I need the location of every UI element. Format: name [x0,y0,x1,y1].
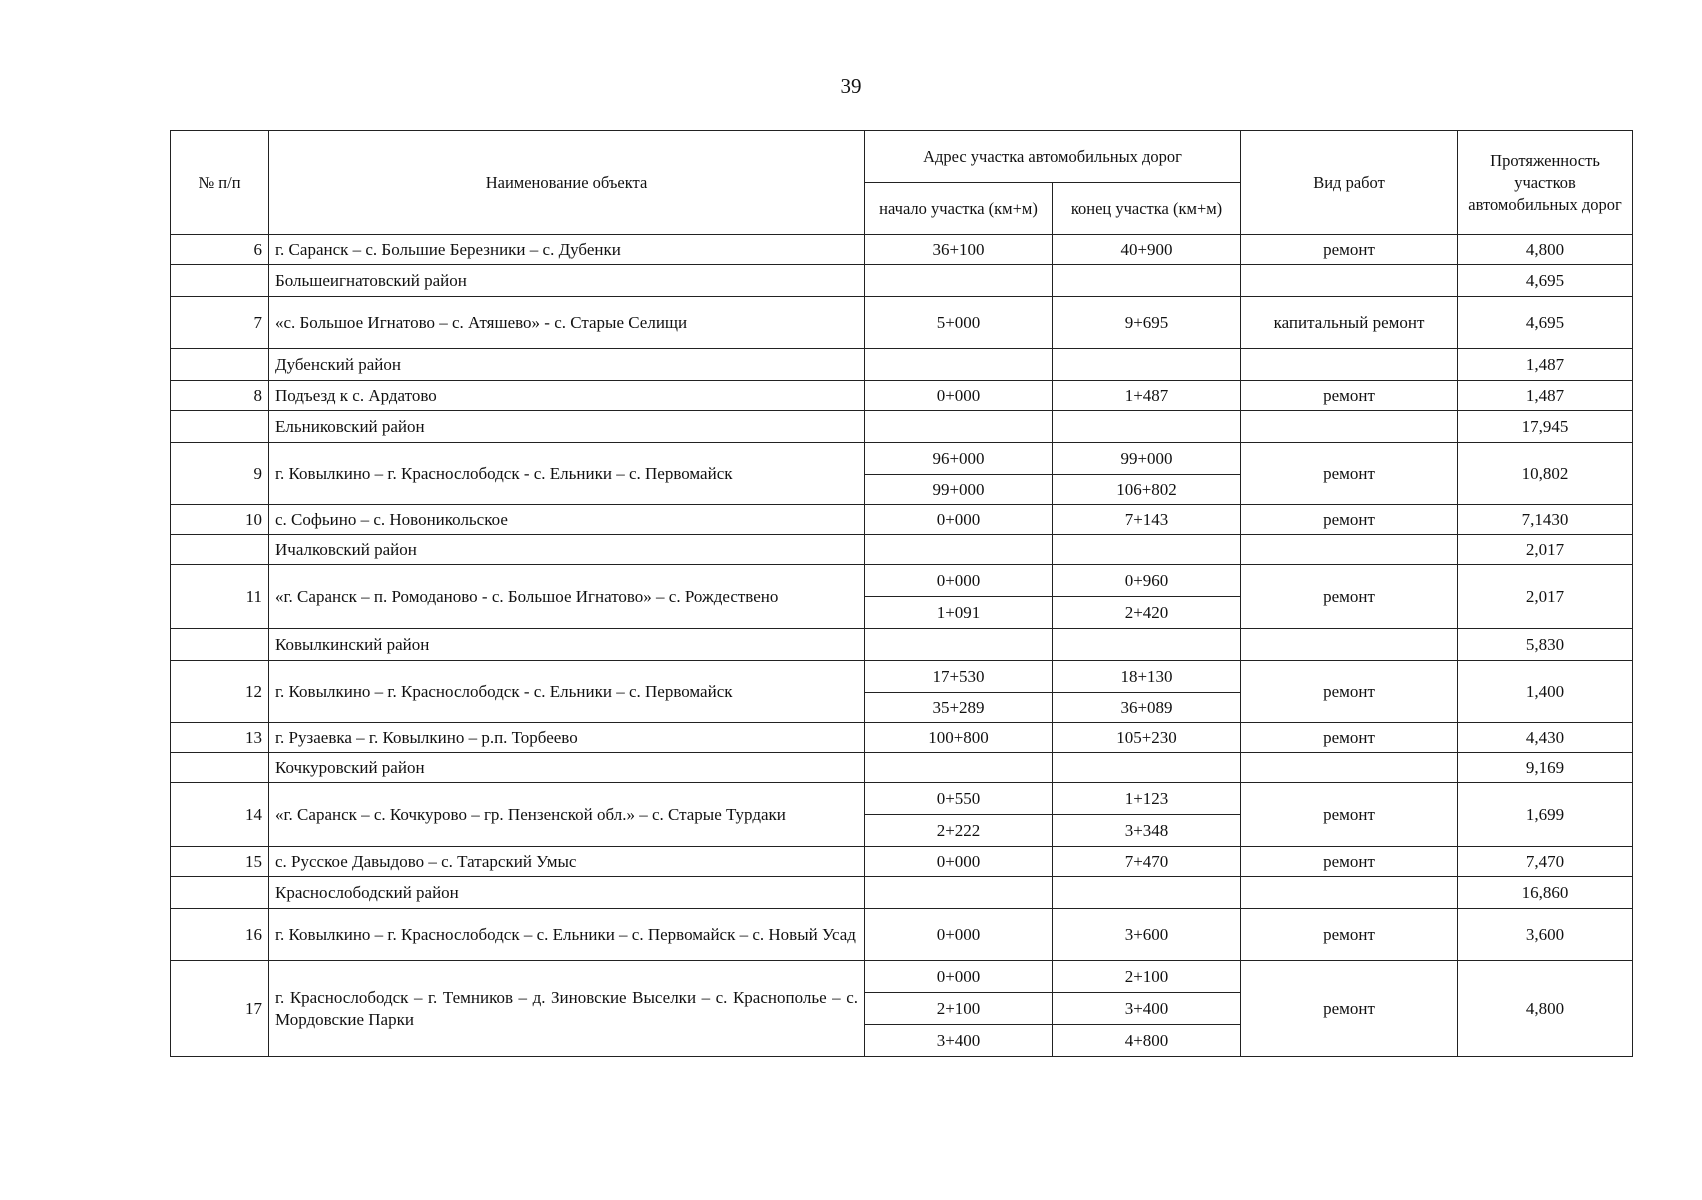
row-start: 36+100 [865,235,1053,265]
district-name: Ковылкинский район [269,629,865,661]
row-work: ремонт [1241,661,1458,723]
row-end: 3+600 [1053,909,1241,961]
district-row [171,629,1633,661]
district-total: 16,860 [1458,877,1633,909]
district-name: Ельниковский район [269,411,865,443]
row-name: с. Русское Давыдово – с. Татарский Умыс [269,847,865,877]
row-name: г. Рузаевка – г. Ковылкино – р.п. Торбеево [269,723,865,753]
row-length: 4,800 [1458,961,1633,1057]
row-end: 2+100 [1053,961,1241,993]
table-row [171,961,1633,993]
district-row [171,411,1633,443]
row-end: 1+123 [1053,783,1241,815]
row-end: 99+000 [1053,443,1241,475]
district-total: 17,945 [1458,411,1633,443]
row-start: 17+530 [865,661,1053,693]
table-row [171,783,1633,815]
row-work: ремонт [1241,235,1458,265]
table-row [171,297,1633,349]
row-name: «г. Саранск – с. Кочкурово – гр. Пензенской обл.» – с. Старые Турдаки [269,783,865,847]
district-name: Большеигнатовский район [269,265,865,297]
row-num: 11 [171,565,269,629]
header-work: Вид работ [1241,131,1458,235]
table-row [171,723,1633,753]
district-row [171,349,1633,381]
row-num: 14 [171,783,269,847]
district-name: Дубенский район [269,349,865,381]
header-name: Наименование объекта [269,131,865,235]
row-work: капитальный ремонт [1241,297,1458,349]
row-start: 96+000 [865,443,1053,475]
row-end: 7+470 [1053,847,1241,877]
row-work: ремонт [1241,961,1458,1057]
row-work: ремонт [1241,381,1458,411]
row-name: «с. Большое Игнатово – с. Атяшево» - с. Старые Селищи [269,297,865,349]
row-work: ремонт [1241,783,1458,847]
row-name: г. Краснослободск – г. Темников – д. Зиновские Выселки – с. Краснополье – с. Мордовские Парки [269,961,865,1057]
row-start: 5+000 [865,297,1053,349]
row-end: 3+348 [1053,815,1241,847]
row-end: 106+802 [1053,475,1241,505]
row-num: 15 [171,847,269,877]
table-row [171,661,1633,693]
row-start: 0+000 [865,847,1053,877]
district-total: 5,830 [1458,629,1633,661]
district-name: Ичалковский район [269,535,865,565]
row-end: 36+089 [1053,693,1241,723]
row-length: 1,487 [1458,381,1633,411]
row-end: 7+143 [1053,505,1241,535]
row-end: 4+800 [1053,1025,1241,1057]
row-work: ремонт [1241,443,1458,505]
row-length: 1,400 [1458,661,1633,723]
row-num: 17 [171,961,269,1057]
district-row [171,265,1633,297]
row-end: 105+230 [1053,723,1241,753]
row-name: с. Софьино – с. Новоникольское [269,505,865,535]
row-length: 4,430 [1458,723,1633,753]
row-work: ремонт [1241,723,1458,753]
row-end: 0+960 [1053,565,1241,597]
header-end: конец участка (км+м) [1053,183,1241,235]
row-name: г. Ковылкино – г. Краснослободск - с. Ельники – с. Первомайск [269,661,865,723]
row-num: 6 [171,235,269,265]
roads-table [170,130,1633,1057]
row-num: 12 [171,661,269,723]
header-num: № п/п [171,131,269,235]
row-end: 40+900 [1053,235,1241,265]
row-start: 0+000 [865,961,1053,993]
row-num: 13 [171,723,269,753]
row-length: 3,600 [1458,909,1633,961]
row-name: Подъезд к с. Ардатово [269,381,865,411]
row-end: 3+400 [1053,993,1241,1025]
page-number: 39 [840,74,862,98]
row-end: 18+130 [1053,661,1241,693]
district-name: Краснослободский район [269,877,865,909]
row-start: 0+000 [865,505,1053,535]
row-start: 99+000 [865,475,1053,505]
row-end: 9+695 [1053,297,1241,349]
table-row [171,235,1633,265]
row-name: г. Ковылкино – г. Краснослободск – с. Ельники – с. Первомайск – с. Новый Усад [269,909,865,961]
row-length: 10,802 [1458,443,1633,505]
header-row [171,131,1633,183]
district-total: 4,695 [1458,265,1633,297]
row-work: ремонт [1241,847,1458,877]
district-total: 9,169 [1458,753,1633,783]
district-total: 2,017 [1458,535,1633,565]
row-length: 4,800 [1458,235,1633,265]
district-row [171,877,1633,909]
row-work: ремонт [1241,909,1458,961]
table-row [171,847,1633,877]
row-start: 1+091 [865,597,1053,629]
row-start: 2+222 [865,815,1053,847]
row-length: 2,017 [1458,565,1633,629]
row-num: 9 [171,443,269,505]
header-address: Адрес участка автомобильных дорог [865,131,1241,183]
row-length: 1,699 [1458,783,1633,847]
header-length: Протяженность участков автомобильных дорог [1458,131,1633,235]
row-end: 2+420 [1053,597,1241,629]
row-num: 10 [171,505,269,535]
row-start: 35+289 [865,693,1053,723]
table-row [171,381,1633,411]
row-start: 0+000 [865,565,1053,597]
row-length: 4,695 [1458,297,1633,349]
table-row [171,909,1633,961]
row-start: 100+800 [865,723,1053,753]
table-row [171,565,1633,597]
row-num: 7 [171,297,269,349]
district-row [171,535,1633,565]
table-row [171,505,1633,535]
table-row [171,443,1633,475]
header-start: начало участка (км+м) [865,183,1053,235]
row-name: г. Саранск – с. Большие Березники – с. Дубенки [269,235,865,265]
row-work: ремонт [1241,505,1458,535]
district-row [171,753,1633,783]
row-name: г. Ковылкино – г. Краснослободск - с. Ельники – с. Первомайск [269,443,865,505]
row-work: ремонт [1241,565,1458,629]
district-name: Кочкуровский район [269,753,865,783]
row-num: 16 [171,909,269,961]
row-start: 2+100 [865,993,1053,1025]
row-length: 7,470 [1458,847,1633,877]
row-num: 8 [171,381,269,411]
row-end: 1+487 [1053,381,1241,411]
row-length: 7,1430 [1458,505,1633,535]
row-start: 0+000 [865,381,1053,411]
row-start: 3+400 [865,1025,1053,1057]
row-start: 0+550 [865,783,1053,815]
district-total: 1,487 [1458,349,1633,381]
row-start: 0+000 [865,909,1053,961]
row-name: «г. Саранск – п. Ромоданово - с. Большое Игнатово» – с. Рождествено [269,565,865,629]
